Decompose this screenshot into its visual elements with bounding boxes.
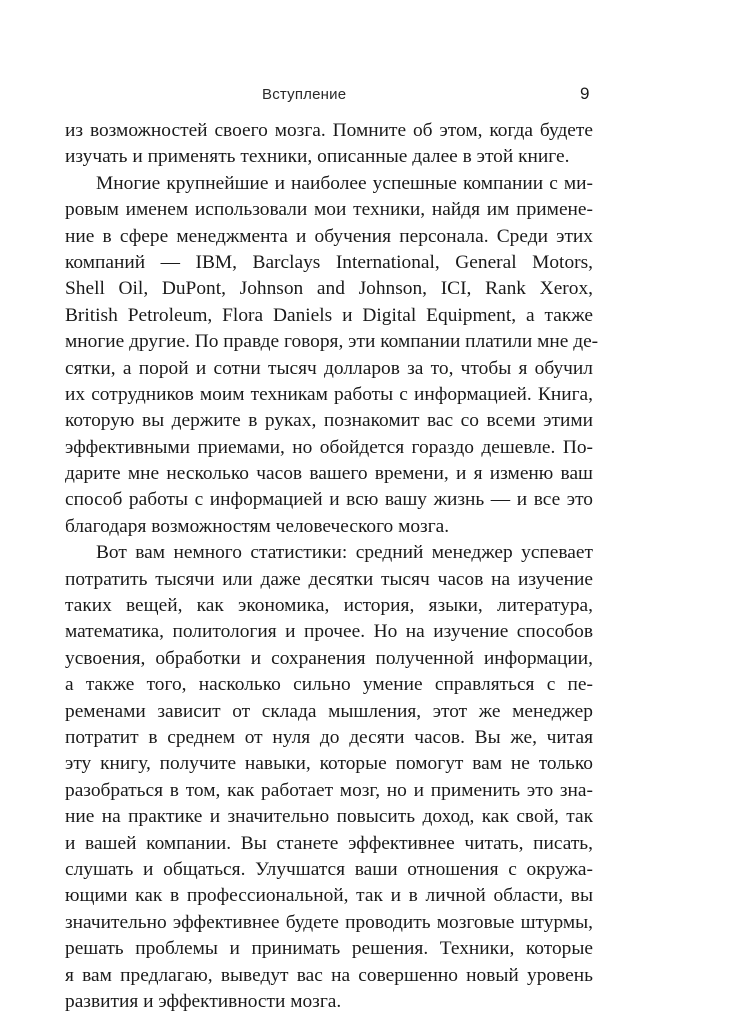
paragraph — [65, 540, 593, 1015]
text-line: компаний — IBM, Barclays International, General Motors, — [65, 251, 593, 273]
paragraph — [65, 118, 593, 171]
text-line: развития и эффективности мозга. — [65, 990, 342, 1012]
page-number: 9 — [580, 84, 590, 103]
text-line: многие другие. По правде говоря, эти компании платили мне де- — [65, 331, 599, 353]
text-line: ющими как в профессиональной, так и в личной области, вы — [65, 885, 593, 907]
paragraph — [65, 171, 599, 540]
text-line: решать проблемы и принимать решения. Техники, которые — [65, 938, 593, 960]
text-line: таких вещей, как экономика, история, языки, литература, — [65, 595, 593, 617]
text-line: ровым именем использовали мои техники, найдя им примене- — [65, 199, 593, 221]
text-line: их сотрудников моим техникам работы с информацией. Книга, — [65, 383, 593, 405]
text-line: изучать и применять техники, описанные далее в этой книге. — [65, 146, 570, 168]
text-line: ременами зависит от склада мышления, этот же менеджер — [65, 700, 593, 722]
text-line: слушать и общаться. Улучшатся ваши отношения с окружа- — [65, 858, 593, 880]
text-line: ние на практике и значительно повысить доход, как свой, так — [65, 806, 593, 828]
text-line: значительно эффективнее будете проводить мозговые штурмы, — [65, 911, 593, 933]
text-line: Вот вам немного статистики: средний менеджер успевает — [96, 542, 593, 564]
text-line: потратить тысячи или даже десятки тысяч часов на изучение — [65, 568, 593, 590]
text-line: математика, политология и прочее. Но на изучение способов — [65, 621, 593, 643]
text-line: ние в сфере менеджмента и обучения персонала. Среди этих — [65, 225, 593, 247]
text-line: British Petroleum, Flora Daniels и Digital Equipment, а также — [65, 304, 593, 326]
text-line: сятки, а порой и сотни тысяч долларов за то, чтобы я обучил — [65, 357, 593, 379]
text-line: Многие крупнейшие и наиболее успешные компании с ми- — [96, 172, 593, 194]
body-text — [65, 118, 599, 1015]
text-line: я вам предлагаю, выведут вас на совершенно новый уровень — [65, 964, 593, 986]
text-line: благодаря возможностям человеческого мозга. — [65, 515, 450, 537]
text-line: а также того, насколько сильно умение справляться с пе- — [65, 674, 593, 696]
text-line: эффективными приемами, но обойдется гораздо дешевле. По- — [65, 436, 593, 458]
text-line: которую вы держите в руках, познакомит вас со всеми этими — [65, 410, 593, 432]
text-line: потратит в среднем от нуля до десяти часов. Вы же, читая — [65, 726, 593, 748]
text-line: Shell Oil, DuPont, Johnson and Johnson, ICI, Rank Xerox, — [65, 278, 593, 300]
section-title: Вступление — [262, 86, 347, 103]
running-head — [0, 86, 751, 106]
text-line: эту книгу, получите навыки, которые помогут вам не только — [65, 753, 593, 775]
text-line: дарите мне несколько часов вашего времени, и я изменю ваш — [65, 463, 593, 485]
text-line: способ работы с информацией и всю вашу жизнь — и все это — [65, 489, 593, 511]
text-line: из возможностей своего мозга. Помните об этом, когда будете — [65, 120, 593, 141]
text-line: и вашей компании. Вы станете эффективнее читать, писать, — [65, 832, 593, 854]
text-line: усвоения, обработки и сохранения полученной информации, — [65, 647, 593, 669]
text-line: разобраться в том, как работает мозг, но и применить это зна- — [65, 779, 593, 801]
